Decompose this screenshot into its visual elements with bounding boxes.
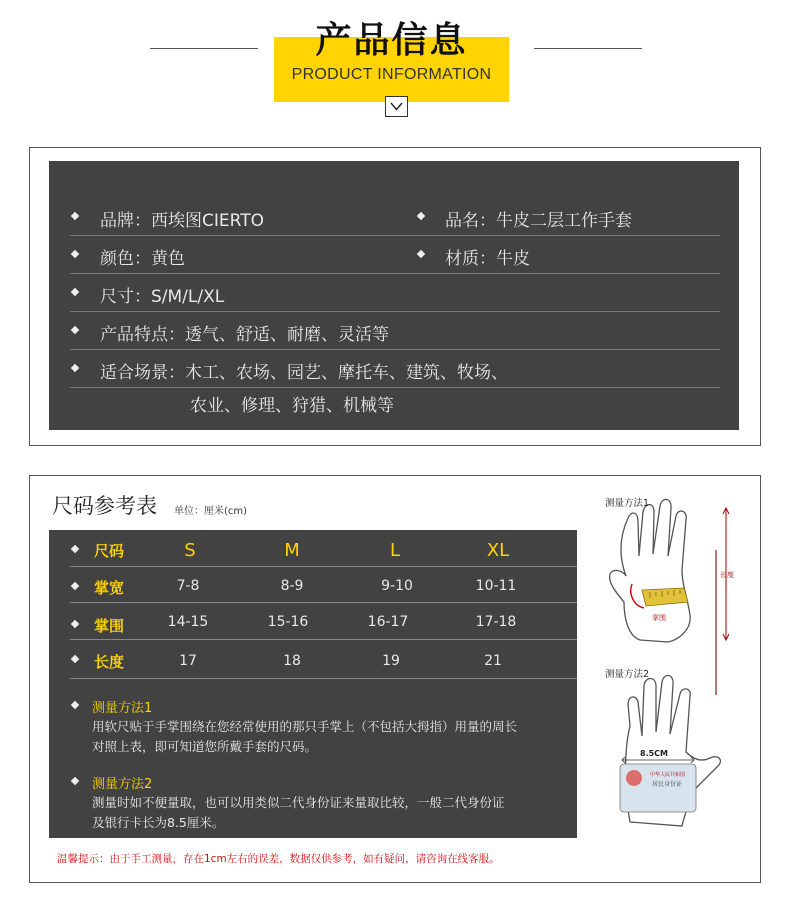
info-row [70, 276, 720, 312]
warning-note: 温馨提示：由于手工测量，存在1cm左右的误差，数据仅供参考，如有疑问，请咨询在线客服。 [57, 853, 500, 865]
method-2-illus-label: 测量方法2 [605, 669, 650, 680]
size-cell: 15-16 [267, 614, 309, 630]
info-row [70, 352, 720, 422]
page-title: 产品信息 [315, 20, 468, 61]
size-cell: 17-18 [475, 614, 517, 630]
size-cell: 10-11 [475, 578, 517, 594]
row-divider [70, 387, 720, 388]
size-col-l: L [389, 540, 401, 561]
row-divider [70, 311, 720, 312]
size-row-label: 掌宽 [94, 579, 125, 597]
header-line-right [534, 48, 642, 49]
row-divider [70, 235, 720, 236]
info-color: 颜色：黄色 [100, 249, 185, 269]
size-cell: 7-8 [176, 578, 200, 594]
row-divider [70, 273, 720, 274]
length-label: 长度 [720, 571, 734, 579]
header-line-left [150, 48, 258, 49]
card-subtitle: 居民身份证 [652, 781, 683, 788]
diamond-bullet-icon [71, 326, 79, 334]
size-cell: 21 [484, 653, 502, 669]
method-2-line-2: 及银行卡长为8.5厘米。 [92, 815, 225, 830]
row-divider [70, 566, 577, 567]
size-row-label: 长度 [94, 653, 125, 671]
diamond-bullet-icon [417, 212, 425, 220]
size-chart-title: 尺码参考表 [52, 494, 157, 518]
size-col-m: M [284, 540, 300, 561]
page-subtitle: PRODUCT INFORMATION [291, 66, 492, 83]
size-col-xl: XL [486, 540, 510, 561]
size-cell: 9-10 [381, 578, 413, 594]
method-1-title: 测量方法1 [92, 701, 153, 716]
diamond-bullet-icon [417, 250, 425, 258]
size-cell: 16-17 [367, 614, 409, 630]
size-cell: 17 [179, 653, 197, 669]
info-material: 材质：牛皮 [445, 249, 530, 269]
size-col-s: S [184, 540, 196, 561]
size-chart-unit: 单位：厘米(cm) [174, 506, 248, 517]
info-row [70, 314, 720, 350]
measurement-illustration [598, 490, 748, 835]
chevron-down-icon [385, 96, 408, 117]
diamond-bullet-icon [71, 250, 79, 258]
palm-label: 掌围 [652, 614, 666, 622]
info-scenes-continued: 农业、修理、狩猎、机械等 [190, 396, 394, 416]
card-size-label: 8.5CM [640, 749, 669, 758]
info-row [70, 200, 720, 236]
info-scenes: 适合场景：木工、农场、园艺、摩托车、建筑、牧场、 [100, 363, 508, 383]
row-divider [70, 639, 577, 640]
size-header-label: 尺码 [94, 542, 125, 560]
row-divider [70, 678, 577, 679]
card-title: 中华人民共和国 [650, 772, 686, 778]
info-sizes: 尺寸：S/M/L/XL [100, 287, 225, 307]
size-cell: 14-15 [167, 614, 209, 630]
method-2-line-1: 测量时如不便量取，也可以用类似二代身份证来量取比较，一般二代身份证 [92, 795, 505, 810]
method-1-illus-label: 测量方法1 [605, 498, 650, 509]
size-row-label: 掌围 [94, 617, 125, 635]
row-divider [70, 602, 577, 603]
info-brand: 品牌：西埃图CIERTO [100, 211, 264, 231]
method-1-line-1: 用软尺贴于手掌围绕在您经常使用的那只手掌上（不包括大拇指）用量的周长 [92, 719, 518, 734]
info-row [70, 238, 720, 274]
row-divider [70, 349, 720, 350]
size-cell: 8-9 [280, 578, 304, 594]
info-product-name: 品名：牛皮二层工作手套 [445, 211, 632, 231]
diamond-bullet-icon [71, 364, 79, 372]
method-1-line-2: 对照上表，即可知道您所戴手套的尺码。 [92, 739, 318, 754]
method-2-title: 测量方法2 [92, 777, 153, 792]
info-features: 产品特点：透气、舒适、耐磨、灵活等 [100, 325, 389, 345]
diamond-bullet-icon [71, 288, 79, 296]
size-cell: 19 [382, 653, 400, 669]
size-cell: 18 [283, 653, 301, 669]
diamond-bullet-icon [71, 212, 79, 220]
